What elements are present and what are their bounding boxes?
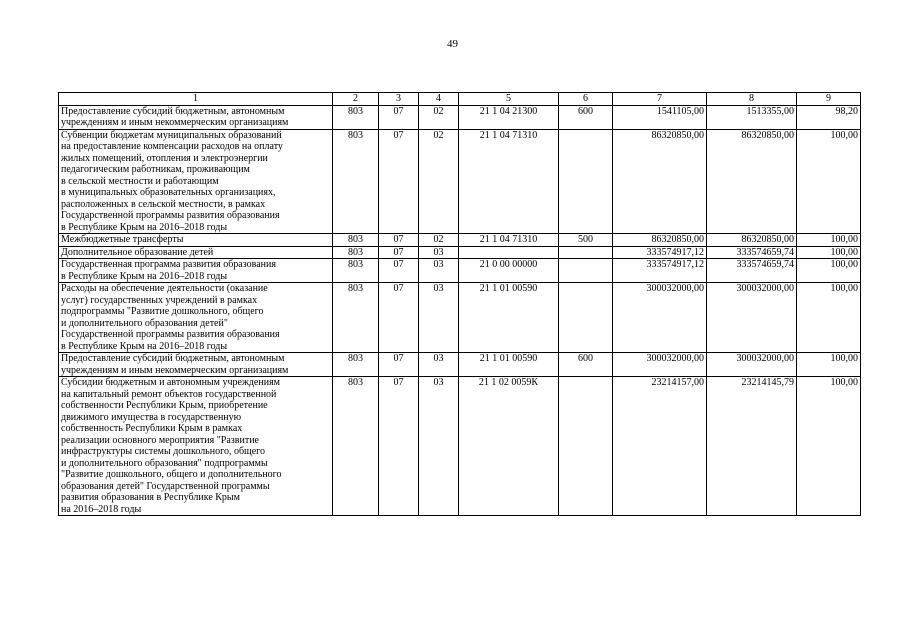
subsection-code-cell: 03 (419, 377, 459, 516)
section-code-cell: 07 (379, 377, 419, 516)
approved-amount-cell: 333574917,12 (613, 246, 707, 259)
approved-amount-cell: 300032000,00 (613, 353, 707, 377)
expense-type-cell (559, 283, 613, 353)
section-code-cell: 07 (379, 129, 419, 234)
column-header: 2 (333, 93, 379, 106)
expense-type-cell: 600 (559, 105, 613, 129)
approved-amount-cell: 86320850,00 (613, 234, 707, 247)
ministry-code-cell: 803 (333, 246, 379, 259)
subsection-code-cell: 03 (419, 259, 459, 283)
target-article-cell (459, 246, 559, 259)
expense-type-cell (559, 377, 613, 516)
ministry-code-cell: 803 (333, 283, 379, 353)
approved-amount-cell: 300032000,00 (613, 283, 707, 353)
ministry-code-cell: 803 (333, 259, 379, 283)
execution-percent-cell: 100,00 (797, 246, 861, 259)
target-article-cell: 21 1 02 0059К (459, 377, 559, 516)
column-header: 4 (419, 93, 459, 106)
subsection-code-cell: 03 (419, 246, 459, 259)
column-header: 9 (797, 93, 861, 106)
execution-percent-cell: 100,00 (797, 259, 861, 283)
executed-amount-cell: 23214145,79 (707, 377, 797, 516)
section-code-cell: 07 (379, 246, 419, 259)
table-row (59, 377, 861, 516)
ministry-code-cell: 803 (333, 353, 379, 377)
subsection-code-cell: 02 (419, 105, 459, 129)
expense-name-cell: Государственная программа развития образования в Республике Крым на 2016–2018 годы (59, 259, 333, 283)
section-code-cell: 07 (379, 234, 419, 247)
expense-type-cell (559, 246, 613, 259)
ministry-code-cell: 803 (333, 105, 379, 129)
column-header: 3 (379, 93, 419, 106)
expense-type-cell (559, 129, 613, 234)
approved-amount-cell: 23214157,00 (613, 377, 707, 516)
target-article-cell: 21 1 04 71310 (459, 234, 559, 247)
column-header: 1 (59, 93, 333, 106)
expense-name-cell: Расходы на обеспечение деятельности (оказание услуг) государственных учреждений в рамках подпрограммы "Развитие дошкольного, общего и дополнительного образования детей" Государственной программы развития образования в Республике Крым на 2016–2018 годы (59, 283, 333, 353)
ministry-code-cell: 803 (333, 234, 379, 247)
expense-name-cell: Межбюджетные трансферты (59, 234, 333, 247)
column-header: 8 (707, 93, 797, 106)
executed-amount-cell: 300032000,00 (707, 283, 797, 353)
budget-table (58, 92, 861, 516)
subsection-code-cell: 02 (419, 234, 459, 247)
subsection-code-cell: 03 (419, 353, 459, 377)
approved-amount-cell: 86320850,00 (613, 129, 707, 234)
executed-amount-cell: 300032000,00 (707, 353, 797, 377)
column-header: 6 (559, 93, 613, 106)
executed-amount-cell: 1513355,00 (707, 105, 797, 129)
expense-type-cell: 500 (559, 234, 613, 247)
target-article-cell: 21 1 04 71310 (459, 129, 559, 234)
execution-percent-cell: 100,00 (797, 353, 861, 377)
target-article-cell: 21 1 01 00590 (459, 283, 559, 353)
column-header: 5 (459, 93, 559, 106)
expense-name-cell: Предоставление субсидий бюджетным, автономным учреждениям и иным некоммерческим организациям (59, 105, 333, 129)
ministry-code-cell: 803 (333, 377, 379, 516)
expense-name-cell: Субвенции бюджетам муниципальных образований на предоставление компенсации расходов на оплату жилых помещений, отопления и электроэнергии педагогическим работникам, проживающим в сельской местности и работающим в муниципальных образовательных организациях, расположенных в сельской местности, в рамках Государственной программы развития образования в Республике Крым на 2016–2018 годы (59, 129, 333, 234)
executed-amount-cell: 333574659,74 (707, 259, 797, 283)
section-code-cell: 07 (379, 259, 419, 283)
expense-type-cell: 600 (559, 353, 613, 377)
table-row (59, 353, 861, 377)
expense-name-cell: Субсидии бюджетным и автономным учреждениям на капитальный ремонт объектов государственной собственности Республики Крым, приобретение движимого имущества в государственную собственность Республики Крым в рамках реализации основного мероприятия "Развитие инфраструктуры системы дошкольного, общего и дополнительного образования" подпрограммы "Развитие дошкольного, общего и дополнительного образования детей" Государственной программы развития образования в Республике Крым на 2016–2018 годы (59, 377, 333, 516)
page-number: 49 (447, 38, 458, 50)
section-code-cell: 07 (379, 283, 419, 353)
table-row (59, 105, 861, 129)
table-row (59, 246, 861, 259)
approved-amount-cell: 333574917,12 (613, 259, 707, 283)
target-article-cell: 21 1 04 21300 (459, 105, 559, 129)
table-row (59, 259, 861, 283)
execution-percent-cell: 100,00 (797, 377, 861, 516)
approved-amount-cell: 1541105,00 (613, 105, 707, 129)
section-code-cell: 07 (379, 105, 419, 129)
execution-percent-cell: 100,00 (797, 283, 861, 353)
subsection-code-cell: 02 (419, 129, 459, 234)
section-code-cell: 07 (379, 353, 419, 377)
expense-name-cell: Дополнительное образование детей (59, 246, 333, 259)
executed-amount-cell: 86320850,00 (707, 129, 797, 234)
column-header: 7 (613, 93, 707, 106)
subsection-code-cell: 03 (419, 283, 459, 353)
executed-amount-cell: 333574659,74 (707, 246, 797, 259)
execution-percent-cell: 100,00 (797, 234, 861, 247)
execution-percent-cell: 98,20 (797, 105, 861, 129)
table-row (59, 234, 861, 247)
table-header-row (59, 93, 861, 106)
ministry-code-cell: 803 (333, 129, 379, 234)
table-row (59, 283, 861, 353)
expense-name-cell: Предоставление субсидий бюджетным, автономным учреждениям и иным некоммерческим организациям (59, 353, 333, 377)
table-row (59, 129, 861, 234)
executed-amount-cell: 86320850,00 (707, 234, 797, 247)
execution-percent-cell: 100,00 (797, 129, 861, 234)
target-article-cell: 21 0 00 00000 (459, 259, 559, 283)
target-article-cell: 21 1 01 00590 (459, 353, 559, 377)
expense-type-cell (559, 259, 613, 283)
